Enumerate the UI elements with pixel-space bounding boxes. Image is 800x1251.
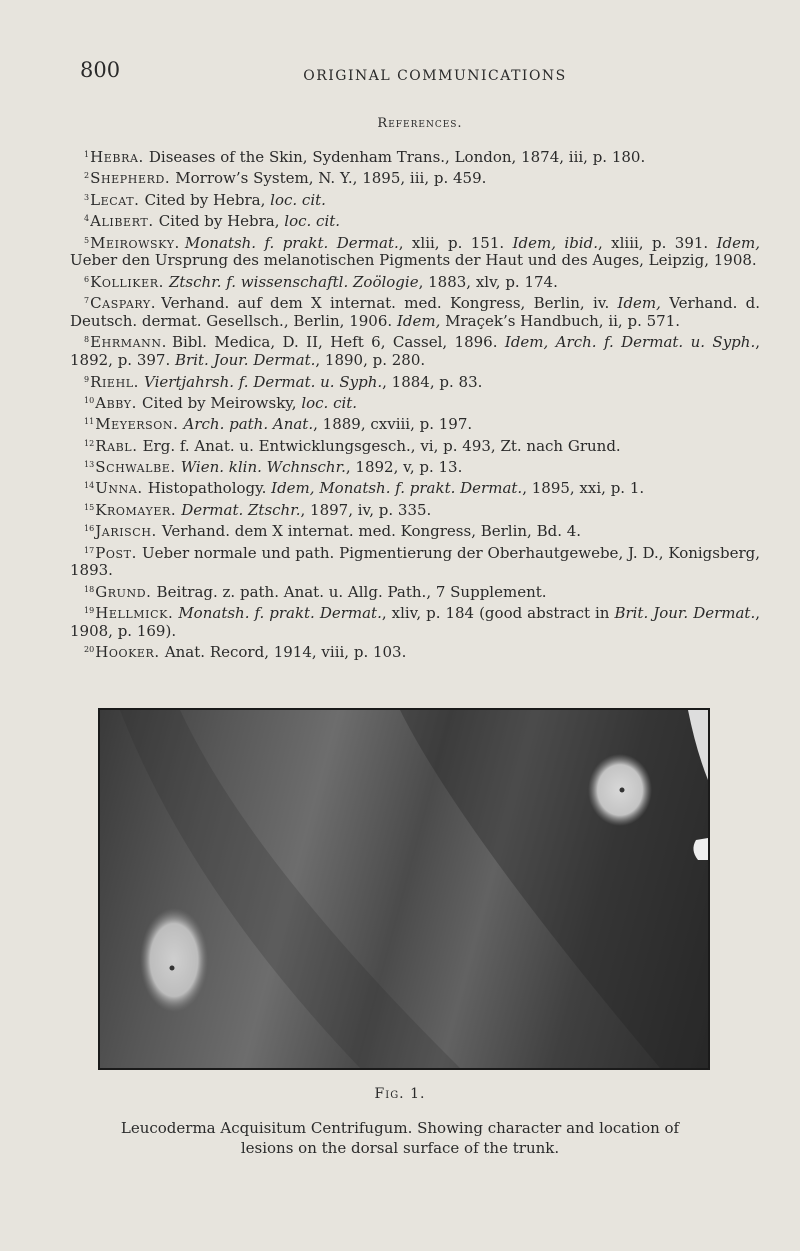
reference-author: Shepherd. bbox=[90, 169, 171, 188]
reference-item bbox=[70, 542, 760, 581]
reference-text: Histopathology. bbox=[147, 479, 272, 498]
reference-text: Monatsh. f. prakt. Dermat. bbox=[178, 604, 382, 623]
reference-item bbox=[70, 271, 760, 292]
reference-author: Hebra. bbox=[90, 148, 144, 166]
reference-item bbox=[70, 499, 760, 520]
reference-text: , 1908, p. 169). bbox=[70, 604, 761, 641]
reference-text: Idem, ibid. bbox=[512, 233, 598, 252]
reference-text: Verhand. d. Deutsch. dermat. Gesellsch., Berlin, 1906. bbox=[70, 294, 761, 330]
reference-number: 18 bbox=[84, 584, 95, 594]
reference-text: Idem, Monatsh. f. prakt. Dermat. bbox=[271, 479, 523, 498]
reference-text: Idem, bbox=[617, 294, 661, 313]
reference-text: , 1892, p. 397. bbox=[70, 333, 760, 370]
reference-text: Verhand. dem X internat. med. Kongress, Berlin, Bd. 4. bbox=[161, 522, 582, 541]
reference-text: Bibl. Medica, D. II, Heft 6, Cassel, 1896. bbox=[171, 333, 505, 352]
reference-author: Kromayer. bbox=[95, 500, 177, 519]
reference-text: Idem, bbox=[396, 311, 441, 330]
reference-item bbox=[70, 413, 760, 434]
reference-item bbox=[70, 435, 760, 456]
reference-item bbox=[70, 602, 760, 641]
reference-text: loc. cit. bbox=[301, 393, 358, 412]
figure-label: Fig. 1. bbox=[374, 1086, 426, 1102]
reference-item bbox=[70, 392, 760, 413]
reference-number: 9 bbox=[84, 374, 90, 384]
reference-item bbox=[70, 146, 760, 167]
reference-author: Meyerson. bbox=[95, 415, 179, 434]
reference-text: Idem, Arch. f. Dermat. u. Syph. bbox=[504, 333, 756, 352]
reference-item bbox=[70, 292, 760, 331]
reference-number: 7 bbox=[84, 296, 90, 306]
reference-item bbox=[70, 371, 760, 392]
reference-item bbox=[70, 210, 760, 231]
reference-number: 3 bbox=[84, 192, 90, 202]
reference-number: 14 bbox=[84, 481, 95, 491]
reference-text: Wien. klin. Wchnschr. bbox=[180, 458, 346, 477]
reference-author: Grund. bbox=[95, 582, 152, 601]
reference-number: 10 bbox=[84, 395, 95, 405]
dark-band bbox=[120, 710, 460, 1068]
reference-number: 13 bbox=[84, 460, 95, 470]
reference-author: Abby. bbox=[95, 393, 138, 412]
reference-text: , xliv, p. 184 (good abstract in bbox=[381, 604, 615, 623]
reference-text: Erg. f. Anat. u. Entwicklungsgesch., vi, p. 493, Zt. nach Grund. bbox=[142, 436, 621, 455]
reference-item bbox=[70, 232, 760, 271]
reference-text: , 1892, v, p. 13. bbox=[345, 458, 463, 477]
reference-author: Ehrmann. bbox=[90, 333, 167, 352]
lesion-left bbox=[140, 908, 208, 1012]
reference-text: Cited by Hebra, bbox=[144, 190, 271, 209]
reference-number: 4 bbox=[84, 214, 90, 224]
skin-fold-shadow bbox=[400, 710, 708, 1068]
reference-author: Hooker. bbox=[95, 643, 160, 662]
reference-author: Post. bbox=[95, 543, 137, 562]
reference-text: loc. cit. bbox=[270, 190, 326, 209]
reference-text: Morrow’s System, N. Y., 1895, iii, p. 459. bbox=[175, 169, 487, 188]
lesion-photograph bbox=[98, 708, 710, 1070]
lesion-right-center bbox=[620, 788, 625, 793]
reference-text: , xliii, p. 391. bbox=[597, 233, 717, 252]
reference-text: Mraçek’s Handbuch, ii, p. 571. bbox=[440, 311, 680, 330]
reference-text: Cited by Meirowsky, bbox=[142, 393, 302, 412]
reference-text: Brit. Jour. Dermat. bbox=[175, 351, 316, 370]
page-number: 800 bbox=[80, 58, 121, 82]
reference-text: Arch. path. Anat. bbox=[183, 415, 314, 434]
reference-text: Diseases of the Skin, Sydenham Trans., London, 1874, iii, p. 180. bbox=[148, 148, 646, 166]
reference-item bbox=[70, 456, 760, 477]
reference-text: loc. cit. bbox=[284, 212, 341, 231]
reference-text: Idem, bbox=[716, 233, 760, 252]
reference-author: Rabl. bbox=[95, 436, 138, 455]
reference-text: Cited by Hebra, bbox=[158, 212, 285, 231]
figure-caption: Leucoderma Acquisitum Centrifugum. Showing character and location of lesions on the dorsal surface of the trunk. bbox=[120, 1119, 680, 1157]
reference-author: Schwalbe. bbox=[95, 458, 176, 477]
references-heading: References. bbox=[377, 116, 463, 131]
reference-text: Anat. Record, 1914, viii, p. 103. bbox=[164, 643, 407, 662]
reference-text: Dermat. Ztschr. bbox=[181, 500, 301, 519]
reference-author: Hellmick. bbox=[95, 604, 174, 623]
reference-author: Riehl. bbox=[90, 372, 140, 391]
running-head: ORIGINAL COMMUNICATIONS bbox=[303, 68, 567, 84]
reference-text: Viertjahrsh. f. Dermat. u. Syph. bbox=[144, 372, 383, 391]
reference-number: 17 bbox=[84, 545, 95, 555]
reference-text: Ztschr. f. wissenschaftl. Zoölogie bbox=[168, 272, 419, 291]
reference-text: , 1889, cxviii, p. 197. bbox=[313, 415, 473, 434]
reference-item bbox=[70, 331, 760, 370]
reference-text: Monatsh. f. prakt. Dermat. bbox=[184, 233, 399, 252]
reference-number: 15 bbox=[84, 502, 95, 512]
reference-author: Unna. bbox=[95, 479, 143, 498]
reference-text: , xlii, p. 151. bbox=[398, 233, 513, 252]
reference-author: Lecat. bbox=[90, 190, 140, 209]
reference-item bbox=[70, 477, 760, 498]
reference-text: Brit. Jour. Dermat. bbox=[614, 604, 756, 623]
reference-number: 6 bbox=[84, 274, 90, 284]
reference-number: 19 bbox=[84, 606, 95, 616]
reference-text: , 1884, p. 83. bbox=[382, 372, 483, 391]
reference-number: 12 bbox=[84, 438, 95, 448]
reference-text: Beitrag. z. path. Anat. u. Allg. Path., 7 Supplement. bbox=[156, 582, 547, 601]
reference-text: , 1895, xxi, p. 1. bbox=[522, 479, 645, 498]
reference-text: Ueber den Ursprung des melanotischen Pigments der Haut und des Auges, Leipzig, 1908. bbox=[70, 251, 757, 270]
reference-text: Verhand. auf dem X internat. med. Kongress, Berlin, iv. bbox=[161, 294, 618, 313]
reference-number: 16 bbox=[84, 524, 95, 534]
reference-author: Caspary. bbox=[90, 294, 157, 313]
reference-number: 8 bbox=[84, 335, 90, 345]
reference-number: 1 bbox=[84, 150, 90, 159]
reference-author: Jarisch. bbox=[95, 522, 157, 541]
reference-number: 11 bbox=[84, 417, 95, 427]
reference-author: Alibert. bbox=[90, 212, 154, 231]
reference-text: , 1883, xlv, p. 174. bbox=[418, 272, 558, 291]
reference-number: 2 bbox=[84, 171, 90, 181]
reference-item bbox=[70, 641, 760, 662]
lesion-left-center bbox=[170, 966, 175, 971]
reference-number: 20 bbox=[84, 645, 95, 655]
reference-item bbox=[70, 520, 760, 541]
reference-number: 5 bbox=[84, 235, 90, 245]
reference-text: , 1897, iv, p. 335. bbox=[300, 500, 432, 519]
reference-author: Meirowsky. bbox=[90, 233, 180, 252]
reference-text: Ueber normale und path. Pigmentierung der Oberhautgewebe, J. D., Konigsberg, 1893. bbox=[70, 543, 760, 580]
reference-text: , 1890, p. 280. bbox=[315, 351, 426, 370]
references-list bbox=[70, 146, 760, 663]
reference-item bbox=[70, 581, 760, 602]
reference-item bbox=[70, 167, 760, 188]
reference-item bbox=[70, 189, 760, 210]
reference-author: Kolliker. bbox=[90, 272, 164, 291]
